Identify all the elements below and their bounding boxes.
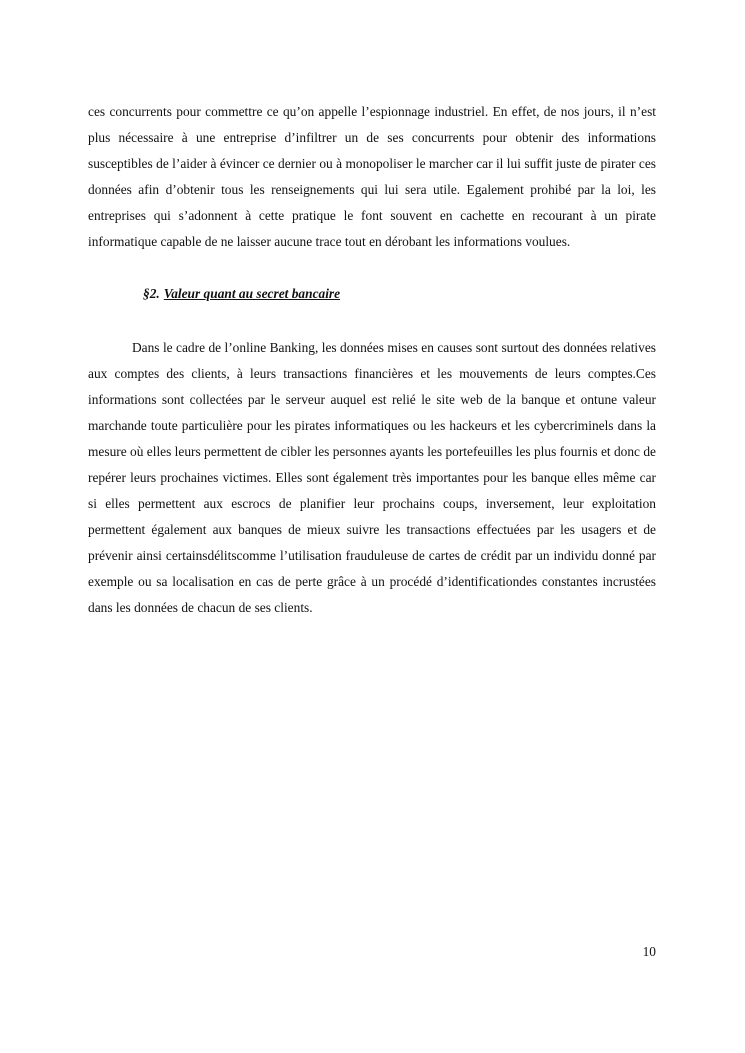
section-number: §2. xyxy=(143,286,160,301)
section-title: Valeur quant au secret bancaire xyxy=(163,286,341,301)
body-paragraph-2: Dans le cadre de l’online Banking, les données mises en causes sont surtout des données relatives aux comptes des clients, à leurs transactions financières et les mouvements de leurs comptes.Ces informations sont collectées par le serveur auquel est relié le site web de la banque et ontune valeur marchande toute particulière pour les pirates informatiques ou les hackeurs et les cybercriminels dans la mesure où elles leurs permettent de cibler les personnes ayants les portefeuilles les plus fournis et donc de repérer leurs prochaines victimes. Elles sont également très importantes pour les banque elles même car si elles permettent aux escrocs de planifier leur prochains coups, inversement, leur exploitation permettent également aux banques de mieux suivre les transactions effectuées par les usagers et de prévenir ainsi certainsdélitscomme l’utilisation frauduleuse de cartes de crédit par un individu donné par exemple ou sa localisation en cas de perte grâce à un procédé d’identificationdes constantes incrustées dans les données de chacun de ses clients. xyxy=(88,340,656,616)
body-paragraph-1: ces concurrents pour commettre ce qu’on appelle l’espionnage industriel. En effet, de nos jours, il n’est plus nécessaire à une entreprise d’infiltrer un de ses concurrents pour obtenir des informations susceptibles de l’aider à évincer ce dernier ou à monopoliser le marcher car il lui suffit juste de pirater ces données afin d’obtenir tous les renseignements qui lui sera utile. Egalement prohibé par la loi, les entreprises qui s’adonnent à cette pratique le font souvent en cachette en recourant à un pirate informatique capable de ne laisser aucune trace tout en dérobant les informations voulues. xyxy=(88,104,656,250)
page-number: 10 xyxy=(642,944,656,959)
section-heading xyxy=(143,284,340,304)
